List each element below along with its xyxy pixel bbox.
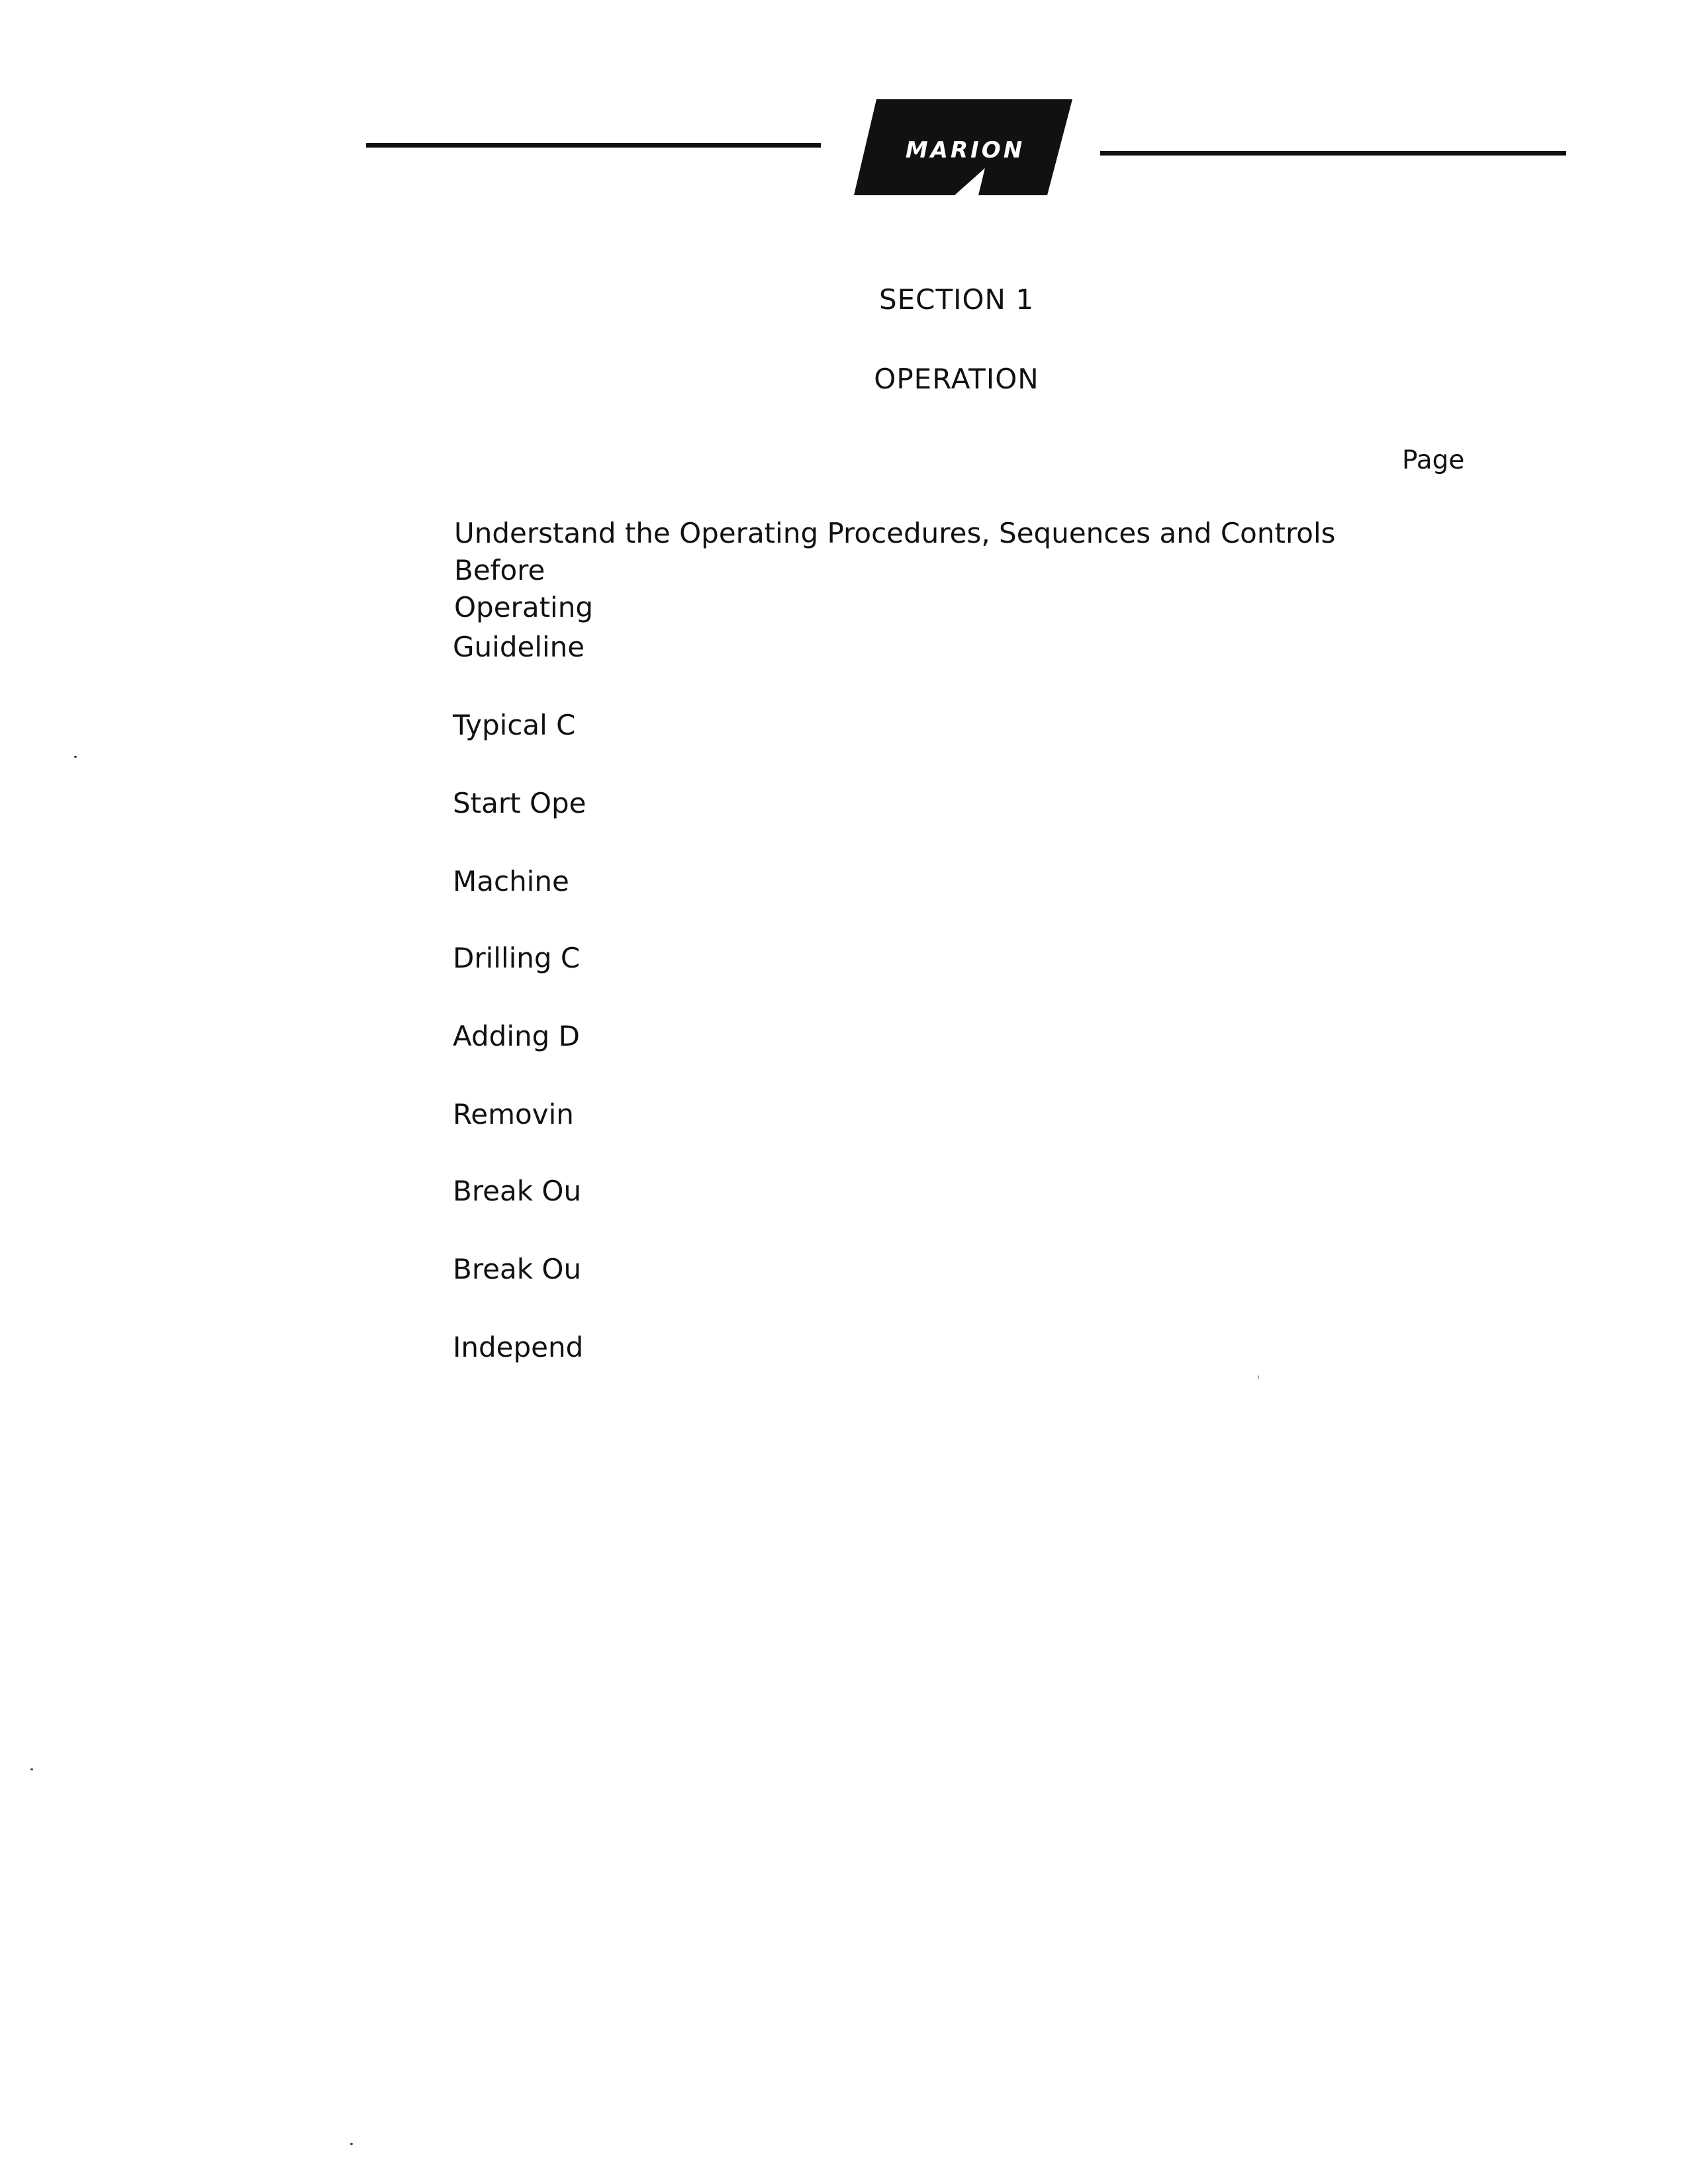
toc-entry-first-line1: Understand the Operating Procedures, Sequences and Controls Before xyxy=(454,517,1336,586)
section-number-heading: SECTION 1 xyxy=(878,283,1035,316)
toc-entry: Adding D xyxy=(453,1020,580,1052)
toc-entry: Typical C xyxy=(453,709,576,741)
toc-entry: Drilling C xyxy=(453,942,581,974)
toc-entry: Removin xyxy=(453,1098,574,1130)
scan-speck xyxy=(74,756,77,758)
section-title-heading: OPERATION xyxy=(874,363,1039,395)
scan-speck xyxy=(30,1768,33,1770)
scan-speck xyxy=(350,2143,353,2145)
logo-wordmark: MARION xyxy=(905,137,1025,163)
header-rule-right xyxy=(1100,151,1566,156)
toc-entry: Guideline xyxy=(453,631,585,663)
toc-entry-first-line2: Operating xyxy=(454,591,593,623)
marion-logo xyxy=(854,99,1072,195)
toc-entry: Independ xyxy=(453,1331,584,1363)
toc-entry: Break Ou xyxy=(453,1175,582,1207)
header-rule-left xyxy=(366,143,821,148)
toc-entry: Break Ou xyxy=(453,1253,582,1285)
toc-entry: Machine xyxy=(453,865,569,897)
scan-speck xyxy=(1258,1375,1259,1379)
page-column-label: Page xyxy=(1402,445,1465,475)
toc-entry: Start Ope xyxy=(453,787,586,819)
toc-entry-first xyxy=(454,515,1394,626)
